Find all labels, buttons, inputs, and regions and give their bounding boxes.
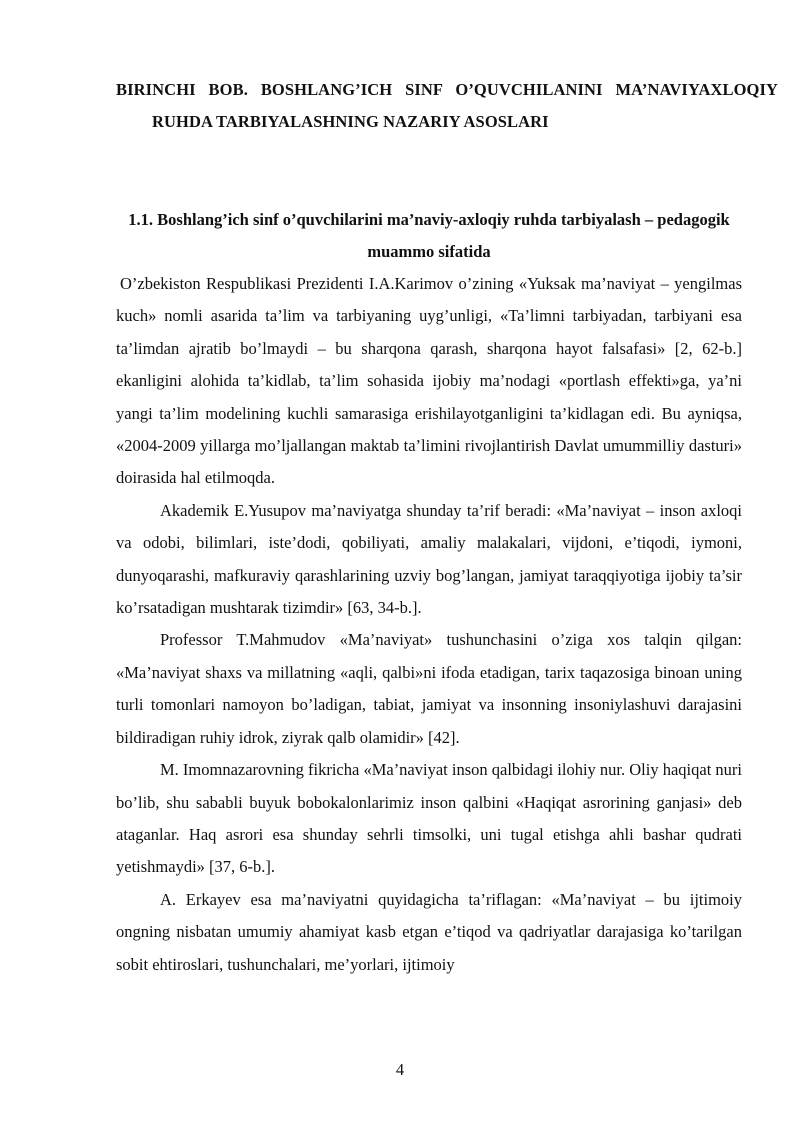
paragraph-3: Professor T.Mahmudov «Ma’naviyat» tushunchasini o’ziga xos talqin qilgan: «Ma’naviyat shaxs va millatning «aqli, qalbi»ni ifoda etadigan, tarix taqazosiga binoan uning turli tomonlari namoyon bo’ladigan, tabiat, jamiyat va insonning insoniylashuvi darajasini bildiradigan ruhiy idrok, ziyrak qalb olamidir» [42].: [116, 630, 742, 747]
body-text: [116, 268, 742, 981]
page-number: 4: [395, 1060, 405, 1079]
paragraph-1: O’zbekiston Respublikasi Prezidenti I.A.Karimov o’zining «Yuksak ma’naviyat – yengilmas kuch» nomli asarida ta’lim va tarbiyaning uyg’unligi, «Ta’limni tarbiyadan, tarbiyani esa ta’limdan ajratib bo’lmaydi – bu sharqona qarash, sharqona hayot falsafasi» [2, 62-b.] ekanligini alohida ta’kidlab, ta’lim sohasida ijobiy ma’nodagi «portlash effekti»ga, ya’ni yangi ta’lim modelining kuchli samarasiga erishilayotganligini ta’kidlagan edi. Bu ayniqsa, «2004-2009 yillarga mo’ljallangan maktab ta’limini rivojlantirish Davlat umummilliy dasturi» doirasida hal etilmoqda.: [116, 274, 742, 488]
paragraph-5: A. Erkayev esa ma’naviyatni quyidagicha ta’riflagan: «Ma’naviyat – bu ijtimoiy ongning nisbatan umumiy ahamiyat kasb etgan e’tiqod va qadriyatlar darajasiga ko’tarilgan sobit ehtiroslari, tushunchalari, me’yorlari, ijtimoiy: [116, 889, 742, 974]
chapter-title: BIRINCHI BOB. BOSHLANG’ICH SINF O’QUVCHILANINI MA’NAVIYAXLOQIY RUHDA TARBIYALASHNING NAZARIY ASOSLARI: [116, 80, 778, 131]
paragraph-2: Akademik E.Yusupov ma’naviyatga shunday ta’rif beradi: «Ma’naviyat – inson axloqi va odobi, bilimlari, iste’dodi, qobiliyati, amaliy malakalari, vijdoni, e’tiqodi, iymoni, dunyoqarashi, mafkuraviy qarashlarining uzviy bog’langan, jamiyat taraqqiyotiga ijobiy ta’sir ko’rsatadigan mushtarak tizimdir» [63, 34-b.].: [116, 500, 742, 618]
paragraph-4: M. Imomnazarovning fikricha «Ma’naviyat inson qalbidagi ilohiy nur. Oliy haqiqat nuri bo’lib, shu sababli buyuk bobokalonlarimiz inson qalbini «Haqiqat asrorining ganjasi» deb ataganlar. Haq asrori esa shunday sehrli timsolki, uni tugal etishga ahli bashar qudrati yetishmaydi» [37, 6-b.].: [116, 760, 742, 877]
section-title: 1.1. Boshlang’ich sinf o’quvchilarini ma’naviy-axloqiy ruhda tarbiyalash – pedagogik muammo sifatida: [128, 210, 730, 261]
